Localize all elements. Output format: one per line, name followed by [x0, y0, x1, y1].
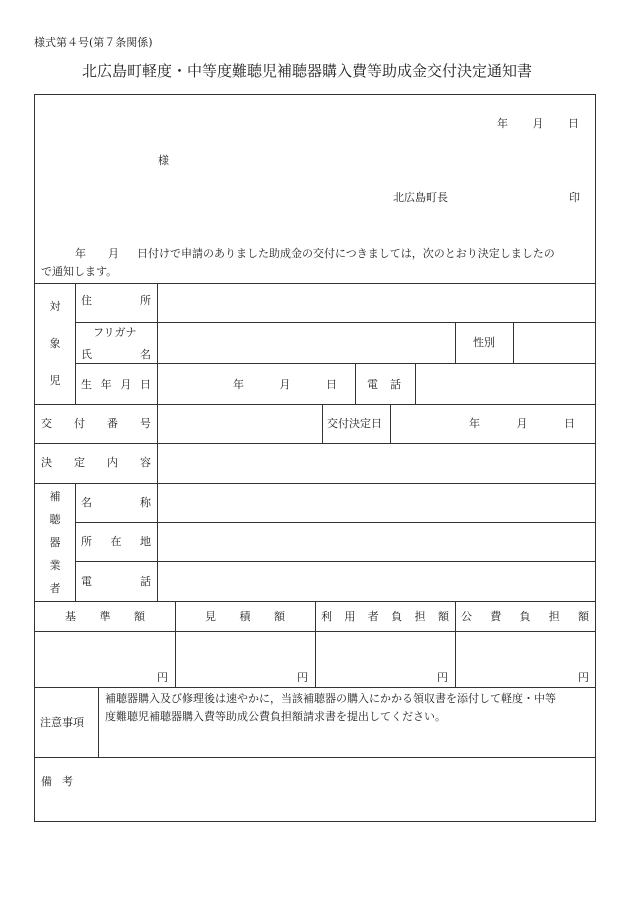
- vendor-group-label: 補 聴 器 業 者: [49, 490, 61, 595]
- birth-date-label: 生 年 月 日: [81, 378, 151, 391]
- name-label: 氏 名: [81, 348, 151, 361]
- child-group-label: 対 象 児: [49, 300, 61, 387]
- rule-vendor-location-bottom: [75, 561, 595, 562]
- rule-address-bottom: [75, 322, 595, 323]
- rule-amount-col2: [315, 601, 316, 687]
- notification-form: [34, 94, 596, 822]
- rule-amount-col3: [455, 601, 456, 687]
- address-label: 住 所: [81, 294, 151, 307]
- addressee-suffix: 様: [158, 154, 169, 167]
- grant-number-label: 交 付 番 号: [41, 417, 151, 430]
- issuer-name: 北広島町長: [393, 191, 448, 204]
- rule-notes-bottom: [35, 757, 595, 758]
- user-burden-header: 利 用 者 負 担 額: [321, 610, 449, 623]
- rule-notes-label: [98, 687, 99, 757]
- notes-text-line2: 度難聴児補聴器購入費等助成公費負担額請求書を提出してください。: [105, 710, 446, 723]
- remarks-label: 備 考: [41, 775, 73, 788]
- rule-decision-left: [322, 404, 323, 443]
- estimate-amount-yen: 円: [297, 671, 308, 684]
- standard-amount-header: 基 準 額: [65, 610, 145, 623]
- rule-phone-right: [415, 363, 416, 404]
- decision-date-units: 年 月 日: [469, 417, 575, 430]
- rule-content-bottom: [35, 483, 595, 484]
- rule-child-labels: [157, 283, 158, 404]
- rule-gender-left: [455, 322, 456, 363]
- rule-amount-col1: [175, 601, 176, 687]
- rule-gender-right: [513, 322, 514, 363]
- rule-phone-left: [355, 363, 356, 404]
- standard-amount-yen: 円: [157, 671, 168, 684]
- notes-label: 注意事項: [40, 716, 84, 729]
- estimate-amount-header: 見 積 額: [205, 610, 285, 623]
- rule-amount-bottom: [35, 687, 595, 688]
- public-burden-yen: 円: [578, 671, 589, 684]
- page-title: 北広島町軽度・中等度難聴児補聴器購入費等助成金交付決定通知書: [82, 62, 533, 80]
- rule-header-bottom: [35, 283, 595, 284]
- rule-name-bottom: [75, 363, 595, 364]
- seal-mark: 印: [569, 191, 580, 204]
- rule-child-bottom: [35, 404, 595, 405]
- rule-child-group: [75, 283, 76, 404]
- rule-vendor-name-bottom: [75, 522, 595, 523]
- form-number: 様式第４号(第７条関係): [34, 36, 153, 49]
- vendor-phone-label: 電 話: [81, 575, 151, 588]
- notes-text-line1: 補聴器購入及び修理後は速やかに，当該補聴器の購入にかかる領収書を添付して軽度・中等: [105, 692, 556, 705]
- vendor-location-label: 所 在 地: [81, 535, 151, 548]
- birth-date-units: 年 月 日: [233, 378, 337, 391]
- phone-label: 電 話: [367, 378, 401, 391]
- rule-decision-right: [390, 404, 391, 443]
- decision-date-label: 交付決定日: [327, 417, 382, 430]
- furigana-label: フリガナ: [93, 326, 137, 339]
- rule-number-bottom: [35, 443, 595, 444]
- rule-number-labels: [157, 404, 158, 483]
- public-burden-header: 公 費 負 担 額: [461, 610, 589, 623]
- user-burden-yen: 円: [437, 671, 448, 684]
- notice-text-line2: で通知します。: [41, 265, 118, 278]
- vendor-name-label: 名 称: [81, 496, 151, 509]
- notice-text-line1: 年 月 日付けで申請のありました助成金の交付につきましては，次のとおり決定しましたの: [75, 247, 555, 260]
- rule-vendor-labels: [157, 483, 158, 601]
- gender-label: 性別: [473, 336, 495, 349]
- rule-vendor-group: [75, 483, 76, 601]
- issue-date: 年 月 日: [497, 117, 579, 130]
- decision-content-label: 決 定 内 容: [41, 456, 151, 469]
